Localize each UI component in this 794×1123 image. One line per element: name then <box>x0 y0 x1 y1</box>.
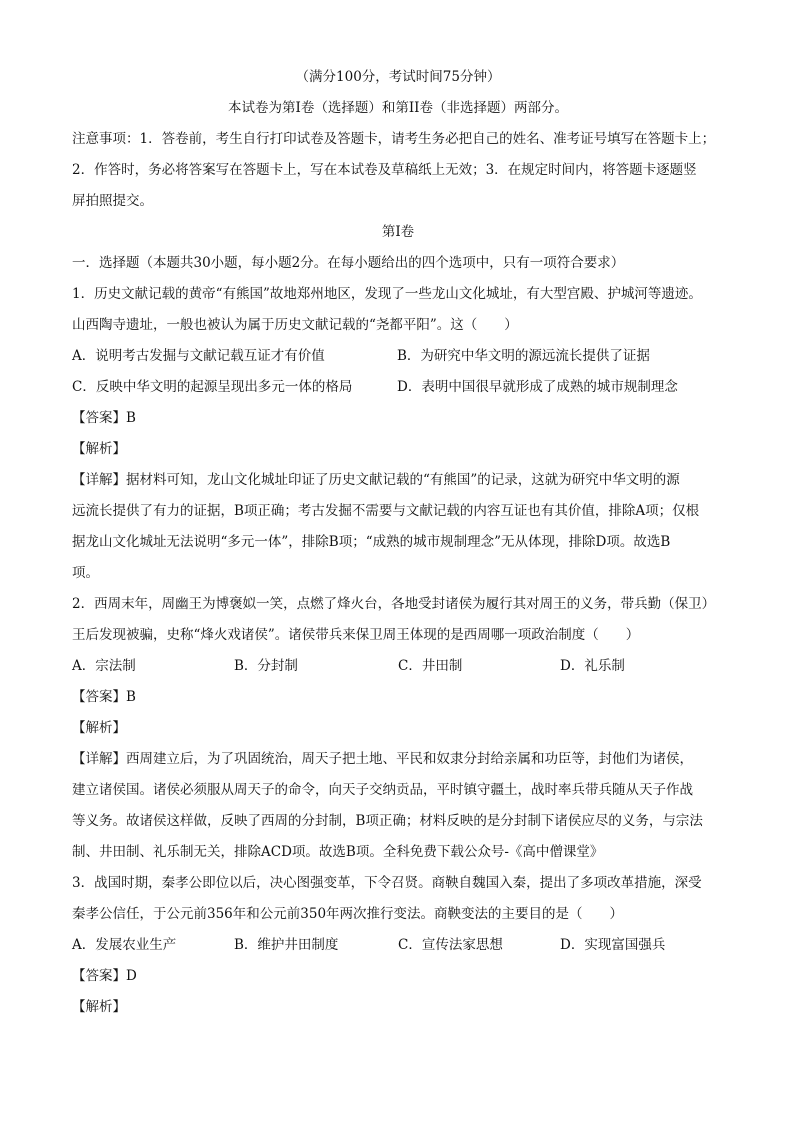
paper-parts: 本试卷为第I卷（选择题）和第II卷（非选择题）两部分。 <box>228 100 568 116</box>
q2-option-b: B．分封制 <box>234 658 298 674</box>
question-2 <box>72 589 724 868</box>
q2-detail-line-3: 等义务。故诸侯这样做，反映了西周的分封制，B项正确；材料反映的是分封制下诸侯应尽的义务，与宗法 <box>72 813 703 829</box>
q1-detail-line-4: 项。 <box>72 565 99 581</box>
q1-detail-line-2: 远流长提供了有力的证据，B项正确；考古发掘不需要与文献记载的内容互证也有其价值，排除A项；仅根 <box>72 503 700 519</box>
q1-option-d: D．表明中国很早就形成了成熟的城市规制理念 <box>397 379 678 395</box>
q3-option-b: B．维护井田制度 <box>234 937 339 953</box>
q1-answer: 【答案】B <box>72 410 136 426</box>
q3-options-row <box>72 930 724 961</box>
section-title: 一．选择题（本题共30小题，每小题2分。在每小题给出的四个选项中，只有一项符合要求） <box>72 255 625 271</box>
q1-options-row-1 <box>72 341 724 372</box>
q3-stem-line-1: 3．战国时期，秦孝公即位以后，决心图强变革，下令召贤。商鞅自魏国入秦，提出了多项改革措施，深受 <box>72 875 702 891</box>
q3-answer: 【答案】D <box>72 968 137 984</box>
q1-options-row-2 <box>72 372 724 403</box>
q2-detail-line-1: 【详解】西周建立后，为了巩固统治，周天子把土地、平民和奴隶分封给亲属和功臣等，封他们为诸侯， <box>72 751 693 767</box>
q2-stem-line-1: 2．西周末年，周幽王为博褒姒一笑，点燃了烽火台，各地受封诸侯为履行其对周王的义务，带兵勤（保卫） <box>72 596 716 612</box>
q1-option-c: C．反映中华文明的起源呈现出多元一体的格局 <box>72 379 353 395</box>
q2-option-d: D．礼乐制 <box>560 658 625 674</box>
document-content <box>72 62 724 1023</box>
q3-analysis-label: 【解析】 <box>72 999 126 1015</box>
q2-stem-line-2: 王后发现被骗，史称“烽火戏诸侯”。诸侯带兵来保卫周王体现的是西周哪一项政治制度（ ） <box>72 627 640 643</box>
exam-info: （满分100分，考试时间75分钟） <box>295 69 501 85</box>
q2-answer: 【答案】B <box>72 689 136 705</box>
q1-analysis-label: 【解析】 <box>72 441 126 457</box>
notice-line-3: 屏拍照提交。 <box>72 193 153 209</box>
q3-option-d: D．实现富国强兵 <box>560 937 666 953</box>
q1-option-b: B．为研究中华文明的源远流长提供了证据 <box>397 348 650 364</box>
notice-line-1: 注意事项：1．答卷前，考生自行打印试卷及答题卡，请考生务必把自己的姓名、准考证号填写在答题卡上； <box>72 131 716 147</box>
q1-detail-line-1: 【详解】据材料可知，龙山文化城址印证了历史文献记载的“有熊国”的记录，这就为研究中华文明的源 <box>72 472 680 488</box>
q1-stem-line-2: 山西陶寺遗址，一般也被认为属于历史文献记载的“尧都平阳”。这（ ） <box>72 317 518 333</box>
q2-options-row <box>72 651 724 682</box>
q1-option-a: A．说明考古发掘与文献记载互证才有价值 <box>72 348 325 364</box>
q3-option-a: A．发展农业生产 <box>72 937 177 953</box>
q1-detail-line-3: 据龙山文化城址无法说明“多元一体”，排除B项；“成熟的城市规制理念”无从体现，排除D项。故选B <box>72 534 671 550</box>
q2-option-a: A．宗法制 <box>72 658 136 674</box>
question-1 <box>72 279 724 589</box>
q3-option-c: C．宣传法家思想 <box>398 937 503 953</box>
q2-detail-line-2: 建立诸侯国。诸侯必须服从周天子的命令，向天子交纳贡品，平时镇守疆土，战时率兵带兵随从天子作战 <box>72 782 693 798</box>
q2-detail-line-4: 制、井田制、礼乐制无关，排除ACD项。故选B项。全科免费下载公众号-《高中僧课堂》 <box>72 844 604 860</box>
notice-line-2: 2．作答时，务必将答案写在答题卡上，写在本试卷及草稿纸上无效；3．在规定时间内，将答题卡逐题竖 <box>72 162 697 178</box>
volume-title: 第I卷 <box>381 224 415 240</box>
q1-stem-line-1: 1．历史文献记载的黄帝“有熊国”故地郑州地区，发现了一些龙山文化城址，有大型宫殿、护城河等遗迹。 <box>72 286 702 302</box>
question-3 <box>72 868 724 1023</box>
q3-stem-line-2: 秦孝公信任，于公元前356年和公元前350年两次推行变法。商鞅变法的主要目的是（ ） <box>72 906 624 922</box>
q2-option-c: C．井田制 <box>398 658 463 674</box>
q2-analysis-label: 【解析】 <box>72 720 126 736</box>
